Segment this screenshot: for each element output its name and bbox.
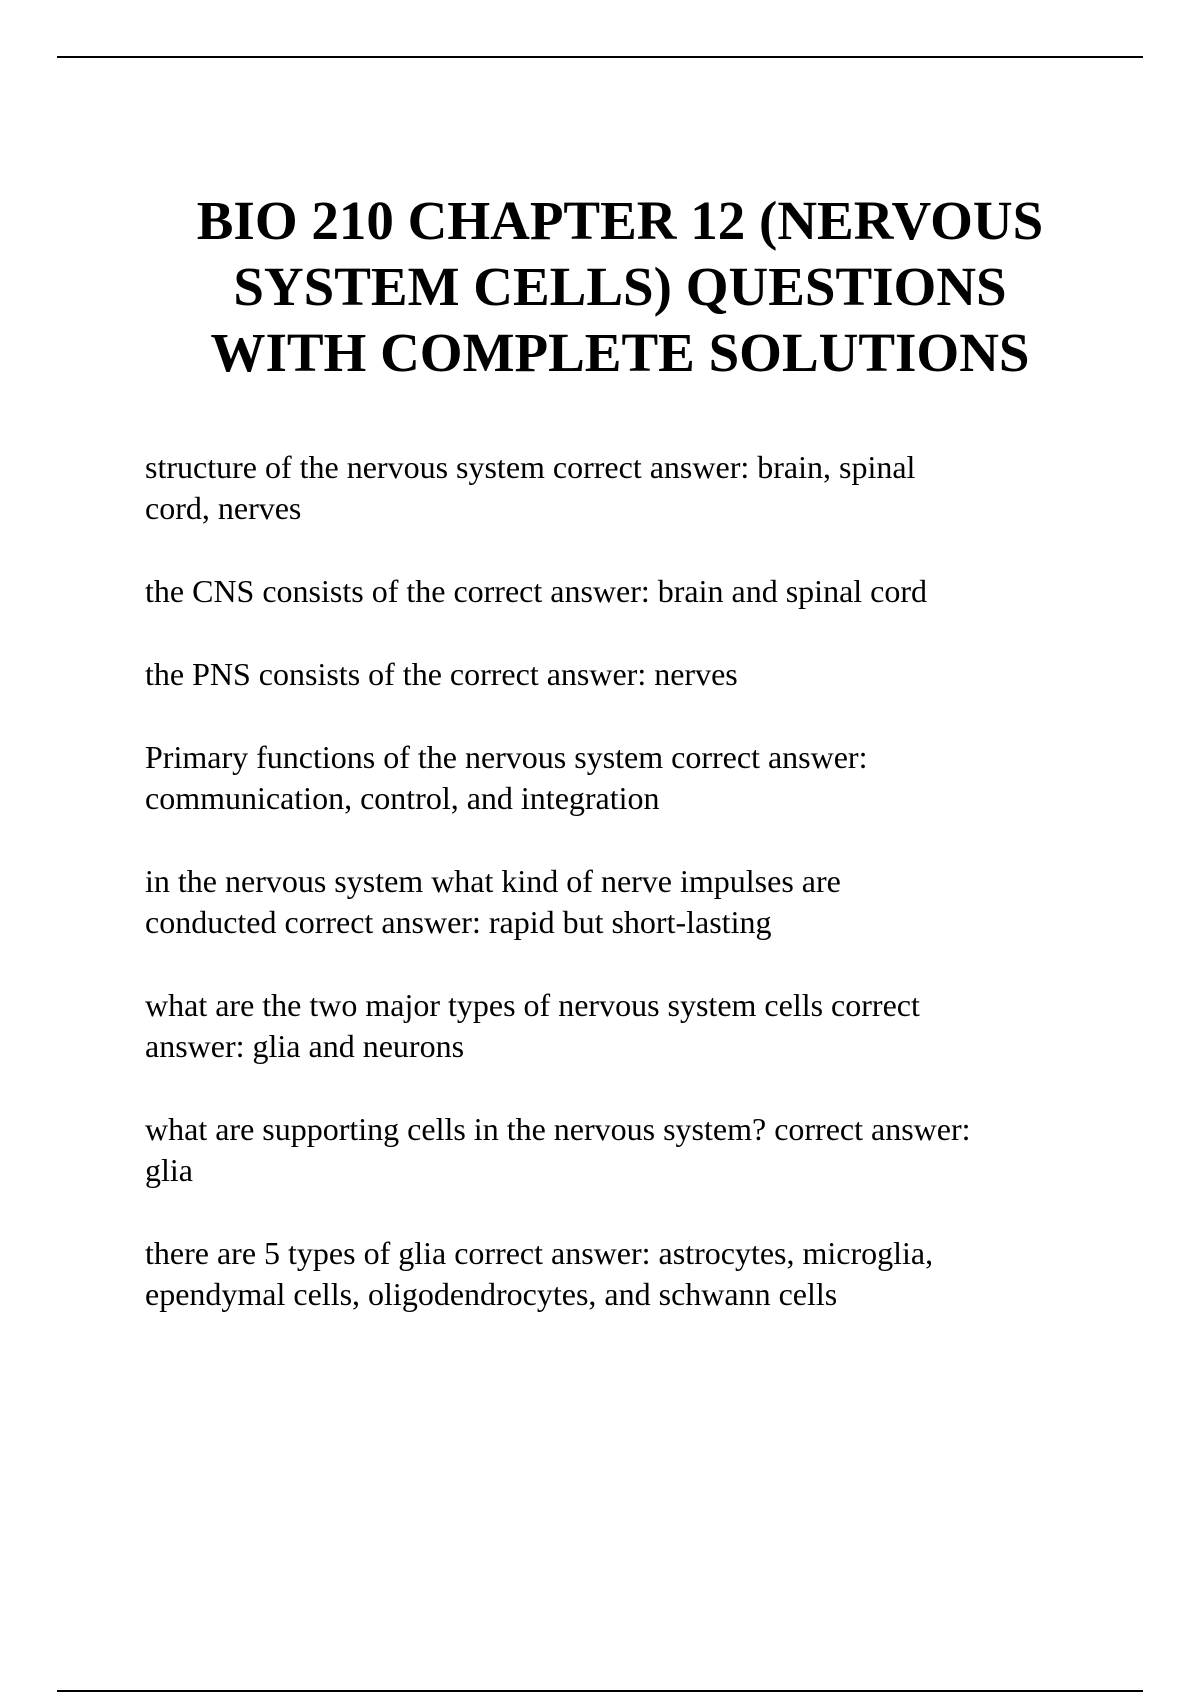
title-line: BIO 210 CHAPTER 12 (NERVOUS (196, 190, 1044, 251)
qa-line: ependymal cells, oligodendrocytes, and schwann cells (145, 1276, 838, 1312)
qa-line: what are supporting cells in the nervous system? correct answer: (145, 1111, 971, 1147)
qa-item (145, 1109, 1105, 1191)
document-title (100, 188, 1140, 386)
qa-line: cord, nerves (145, 490, 302, 526)
qa-item (145, 571, 1105, 612)
qa-line: communication, control, and integration (145, 780, 660, 816)
qa-line: structure of the nervous system correct answer: brain, spinal (145, 449, 916, 485)
bottom-rule (57, 1690, 1143, 1692)
qa-list (145, 447, 1105, 1357)
qa-item (145, 861, 1105, 943)
qa-line: glia (145, 1152, 193, 1188)
qa-line: what are the two major types of nervous system cells correct (145, 987, 920, 1023)
qa-item (145, 737, 1105, 819)
qa-line: answer: glia and neurons (145, 1028, 465, 1064)
qa-item (145, 1233, 1105, 1315)
qa-item (145, 447, 1105, 529)
qa-item (145, 654, 1105, 695)
top-rule (57, 56, 1143, 58)
qa-line: in the nervous system what kind of nerve impulses are (145, 863, 841, 899)
title-line: SYSTEM CELLS) QUESTIONS (233, 256, 1007, 317)
qa-line: the PNS consists of the correct answer: nerves (145, 656, 738, 692)
qa-line: conducted correct answer: rapid but short-lasting (145, 904, 772, 940)
qa-line: Primary functions of the nervous system correct answer: (145, 739, 868, 775)
title-line: WITH COMPLETE SOLUTIONS (210, 322, 1030, 383)
qa-item (145, 985, 1105, 1067)
qa-line: the CNS consists of the correct answer: brain and spinal cord (145, 573, 928, 609)
qa-line: there are 5 types of glia correct answer: astrocytes, microglia, (145, 1235, 934, 1271)
